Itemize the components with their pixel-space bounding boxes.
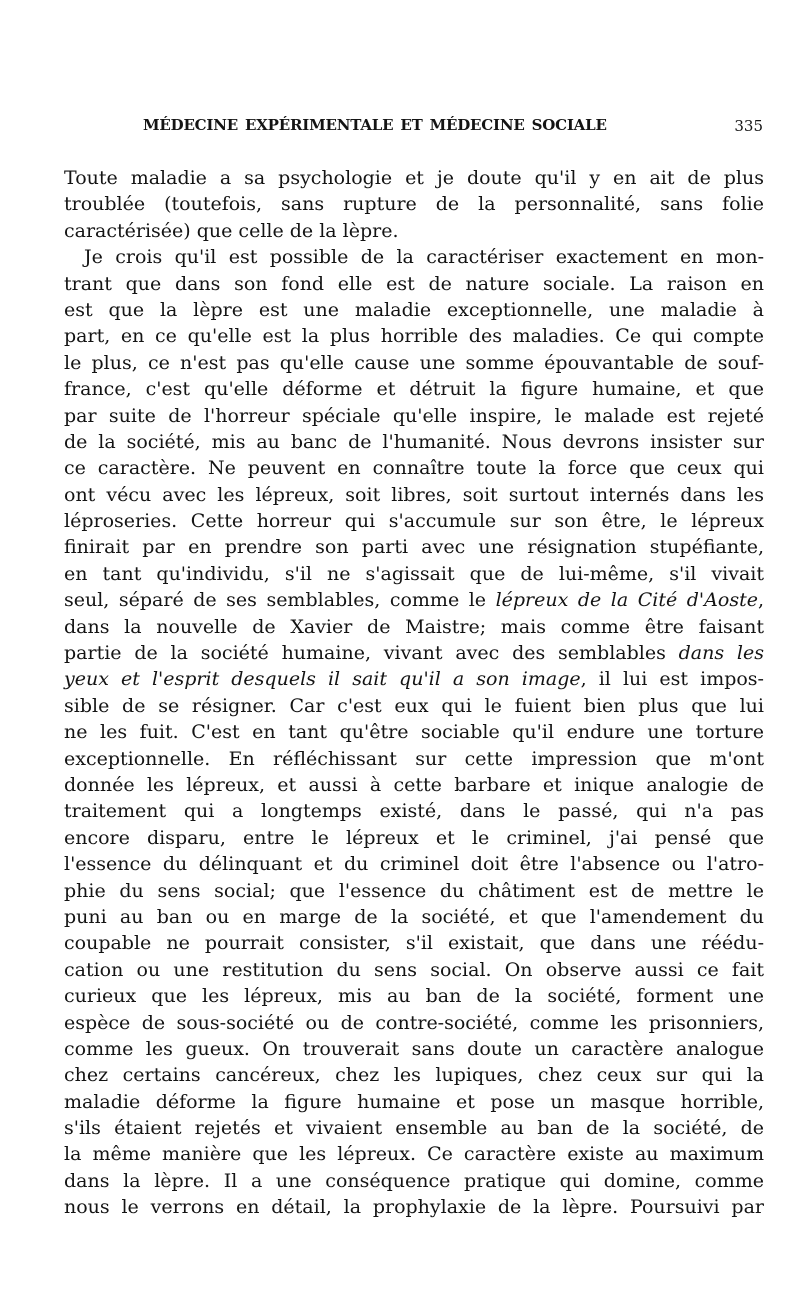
text-line-italic (64, 640, 764, 666)
text-line: ne les fuit. C'est en tant qu'être sociable qu'il endure une torture (64, 721, 764, 744)
text-line: Je crois qu'il est possible de la caractériser exactement en mon- (84, 246, 764, 269)
text-line: en tant qu'individu, s'il ne s'agissait que de lui-même, s'il vivait (64, 562, 764, 585)
text-segment: , (757, 589, 764, 612)
text-line: coupable ne pourrait consister, s'il existait, que dans une réédu- (64, 932, 764, 955)
italic-phrase: dans les (678, 642, 764, 665)
text-line-italic (64, 666, 764, 692)
italic-title: lépreux de la Cité d'Aoste (495, 589, 758, 612)
text-line: de la société, mis au banc de l'humanité. Nous devrons insister sur (64, 430, 764, 453)
text-line: comme les gueux. On trouverait sans doute un caractère analogue (64, 1037, 764, 1060)
text-line: finirait par en prendre son parti avec une résignation stupéfiante, (64, 536, 764, 559)
text-line: dans la lèpre. Il a une conséquence pratique qui domine, comme (64, 1169, 764, 1192)
text-line: cation ou une restitution du sens social. On observe aussi ce fait (64, 958, 764, 981)
text-line: chez certains cancéreux, chez les lupiques, chez ceux sur qui la (64, 1064, 764, 1087)
text-line: la même manière que les lépreux. Ce caractère existe au maximum (64, 1143, 764, 1166)
text-line: le plus, ce n'est pas qu'elle cause une somme épouvantable de souf- (64, 351, 764, 374)
text-line: est que la lèpre est une maladie exceptionnelle, une maladie à (64, 298, 764, 321)
text-line: ont vécu avec les lépreux, soit libres, soit surtout internés dans les (64, 483, 764, 506)
text-line: encore disparu, entre le lépreux et le criminel, j'ai pensé que (64, 826, 764, 849)
text-line: phie du sens social; que l'essence du châtiment est de mettre le (64, 879, 764, 902)
text-line: exceptionnelle. En réfléchissant sur cette impression que m'ont (64, 747, 764, 770)
running-head (143, 116, 763, 138)
body-text (64, 165, 764, 1221)
page-number: 335 (734, 117, 763, 135)
text-line: troublée (toutefois, sans rupture de la personnalité, sans folie (64, 193, 764, 216)
text-line: espèce de sous-société ou de contre-société, comme les prisonniers, (64, 1011, 764, 1034)
text-line: l'essence du délinquant et du criminel doit être l'absence ou l'atro- (64, 853, 764, 876)
text-line: maladie déforme la figure humaine et pose un masque horrible, (64, 1090, 764, 1113)
text-line: dans la nouvelle de Xavier de Maistre; mais comme être faisant (64, 615, 764, 638)
text-line: traitement qui a longtemps existé, dans le passé, qui n'a pas (64, 800, 764, 823)
text-line: Toute maladie a sa psychologie et je doute qu'il y en ait de plus (64, 167, 764, 189)
text-line: s'ils étaient rejetés et vivaient ensemble au ban de la société, de (64, 1117, 764, 1140)
text-line: sible de se résigner. Car c'est eux qui le fuient bien plus que lui (64, 694, 764, 717)
text-line: ce caractère. Ne peuvent en connaître toute la force que ceux qui (64, 457, 764, 480)
text-segment: partie de la société humaine, vivant avec des semblables (64, 642, 679, 665)
text-line: puni au ban ou en marge de la société, et que l'amendement du (64, 905, 764, 928)
text-line: caractérisée) que celle de la lèpre. (64, 219, 399, 242)
running-title: MÉDECINE EXPÉRIMENTALE ET MÉDECINE SOCIALE (143, 116, 607, 134)
text-line: donnée les lépreux, et aussi à cette barbare et inique analogie de (64, 773, 764, 796)
text-line: nous le verrons en détail, la prophylaxie de la lèpre. Poursuivi par (64, 1196, 764, 1219)
text-line: léproseries. Cette horreur qui s'accumule sur son être, le lépreux (64, 510, 764, 533)
text-line: par suite de l'horreur spéciale qu'elle inspire, le malade est rejeté (64, 404, 764, 427)
text-line: curieux que les lépreux, mis au ban de la société, forment une (64, 985, 764, 1008)
text-line-italic (64, 587, 764, 613)
text-line: france, c'est qu'elle déforme et détruit la figure humaine, et que (64, 378, 764, 401)
text-line: trant que dans son fond elle est de nature sociale. La raison en (64, 272, 764, 295)
italic-phrase: yeux et l'esprit desquels il sait qu'il a son image (64, 668, 581, 691)
text-line: part, en ce qu'elle est la plus horrible des maladies. Ce qui compte (64, 325, 764, 348)
text-segment: , il lui est impos- (580, 668, 764, 691)
text-segment: seul, séparé de ses semblables, comme le (64, 589, 496, 612)
